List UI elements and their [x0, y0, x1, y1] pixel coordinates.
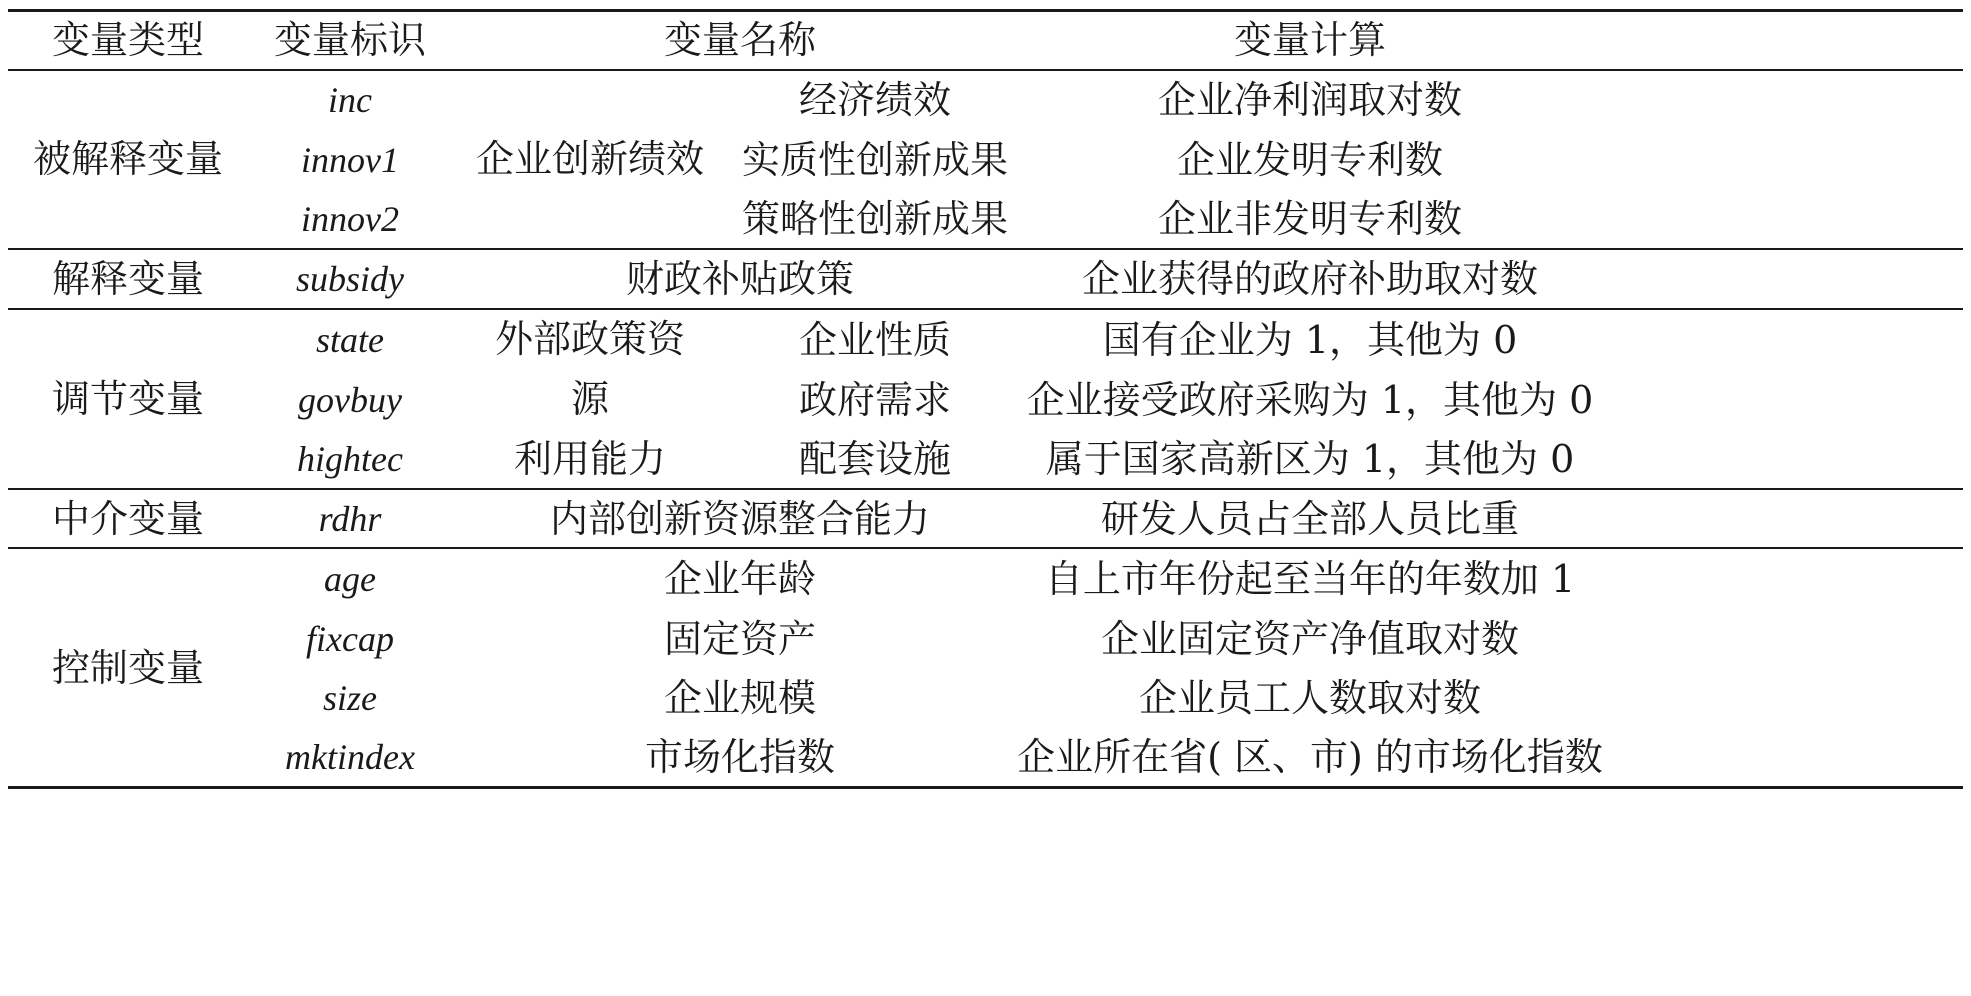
mediator-type: 中介变量: [51, 496, 204, 541]
header-name: 变量名称: [663, 17, 816, 62]
control-row-4-id: mktindex: [285, 736, 415, 777]
dependent-row-2-id: innov1: [301, 139, 399, 180]
control-row-2-name: 固定资产: [663, 616, 816, 661]
control-row-4-name: 市场化指数: [644, 734, 835, 779]
moderator-row-1-id: state: [316, 320, 384, 360]
moderator-group-name-line2: 利用能力: [513, 437, 666, 481]
control-row-1-id: age: [324, 559, 376, 599]
moderator-type: 调节变量: [51, 377, 204, 421]
control-row-2-calc: 企业固定资产净值取对数: [1100, 616, 1519, 661]
control-row-1-name: 企业年龄: [663, 557, 816, 601]
dependent-group-name: 企业创新绩效: [476, 137, 705, 181]
moderator-row-2-id: govbuy: [298, 379, 402, 420]
dependent-row-2-calc: 企业发明专利数: [1176, 137, 1443, 182]
control-row-4-calc: 企业所在省( 区、市) 的市场化指数: [1017, 734, 1603, 779]
dependent-row-3-calc: 企业非发明专利数: [1157, 196, 1462, 241]
header-id: 变量标识: [273, 17, 426, 62]
dependent-row-3-id: innov2: [301, 198, 399, 239]
dependent-row-1-id: inc: [328, 80, 372, 120]
explanatory-calc: 企业获得的政府补助取对数: [1081, 257, 1538, 301]
control-row-2-id: fixcap: [306, 618, 394, 659]
moderator-group-name-line1: 外部政策资源: [494, 317, 685, 421]
moderator-group-name: [480, 310, 700, 488]
explanatory-type: 解释变量: [51, 257, 204, 301]
mediator-calc: 研发人员占全部人员比重: [1100, 496, 1519, 541]
table-bottom-rule: [8, 786, 1963, 789]
control-type: 控制变量: [51, 645, 204, 690]
explanatory-name: 财政补贴政策: [625, 257, 854, 301]
mediator-id: rdhr: [318, 498, 382, 539]
explanatory-id: subsidy: [296, 259, 404, 299]
header-calc: 变量计算: [1233, 17, 1386, 62]
dependent-type: 被解释变量: [32, 137, 223, 181]
moderator-row-2-name: 政府需求: [798, 377, 951, 422]
dependent-row-1-calc: 企业净利润取对数: [1157, 78, 1462, 122]
control-row-1-calc: 自上市年份起至当年的年数加 1: [1044, 557, 1576, 601]
moderator-row-1-name: 企业性质: [798, 318, 951, 362]
mediator-name: 内部创新资源整合能力: [549, 496, 930, 541]
control-row-3-id: size: [323, 677, 377, 718]
dependent-row-3-name: 策略性创新成果: [741, 196, 1008, 241]
moderator-row-2-calc: 企业接受政府采购为 1，其他为 0: [1026, 377, 1594, 422]
dependent-row-2-name: 实质性创新成果: [741, 137, 1008, 182]
moderator-row-3-calc: 属于国家高新区为 1，其他为 0: [1045, 436, 1575, 481]
dependent-row-1-name: 经济绩效: [798, 78, 951, 122]
control-row-3-calc: 企业员工人数取对数: [1138, 675, 1481, 720]
control-row-3-name: 企业规模: [663, 675, 816, 720]
moderator-row-3-id: hightec: [297, 438, 403, 479]
moderator-row-1-calc: 国有企业为 1，其他为 0: [1102, 318, 1518, 362]
moderator-row-3-name: 配套设施: [798, 436, 951, 481]
header-type: 变量类型: [51, 17, 204, 62]
